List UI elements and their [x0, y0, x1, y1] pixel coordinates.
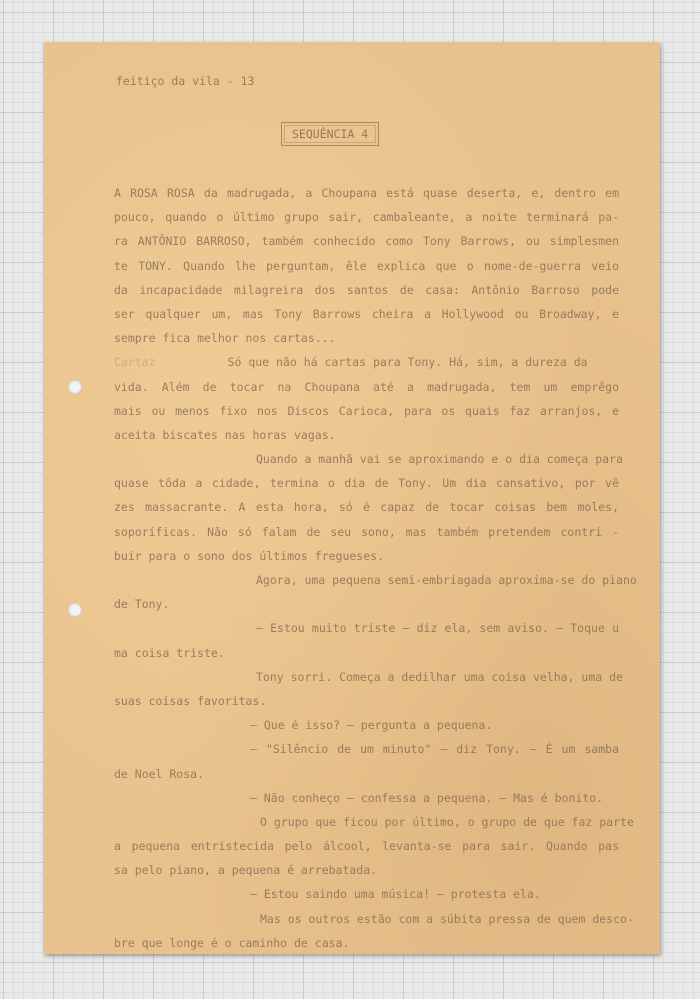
text-line: vida. Além de tocar na Choupana até a madrugada, tem um emprêgo: [114, 379, 619, 394]
text-line: Mas os outros estão com a súbita pressa de quem desco-: [260, 911, 634, 926]
text-line-content: Só que não há cartas para Tony. Há, sim, a dureza da: [227, 355, 588, 370]
text-line: zes massacrante. A esta hora, só é capaz de tocar coisas bem moles,: [114, 500, 619, 515]
text-line: sa pelo piano, a pequena é arrebatada.: [114, 863, 378, 878]
text-line: — Estou saindo uma música! — protesta ela.: [250, 887, 541, 902]
text-line: bre que longe é o caminho de casa.: [114, 935, 350, 950]
text-line: ma coisa triste.: [114, 645, 225, 660]
body-text: [114, 181, 637, 955]
text-line: Agora, uma pequena semi-embriagada aproxima-se do piano: [256, 573, 637, 587]
text-line: A ROSA ROSA da madrugada, a Choupana está quase deserta, e, dentro em: [114, 186, 619, 200]
text-line: Tony sorri. Começa a dedilhar uma coisa velha, uma de: [256, 669, 623, 684]
text-line: — Estou muito triste — diz ela, sem aviso. — Toque u: [256, 621, 619, 636]
text-line: suas coisas favoritas.: [114, 693, 267, 708]
text-line: — Que é isso? — pergunta a pequena.: [250, 718, 493, 733]
struck-word: Cartaz: [114, 355, 156, 370]
text-line: soporíficas. Não só falam de seu sono, mas também pretendem contri -: [114, 524, 619, 539]
sequence-title: SEQUÊNCIA 4: [281, 122, 379, 146]
text-line: da incapacidade milagreira dos santos de casa: Antônio Barroso pode: [114, 282, 619, 297]
text-line: quase tôda a cidade, termina o dia de Tony. Um dia cansativo, por vê: [114, 476, 619, 491]
text-line: [114, 350, 619, 374]
text-line: te TONY. Quando lhe perguntam, êle explica que o nome-de-guerra veio: [114, 258, 619, 273]
text-line: — "Silêncio de um minuto" — diz Tony. — É um samba: [250, 742, 619, 757]
text-line: O grupo que ficou por último, o grupo de que faz parte: [260, 814, 634, 829]
text-line: buir para o sono dos últimos fregueses.: [114, 548, 385, 563]
typewritten-page: [44, 42, 660, 954]
text-line: pouco, quando o último grupo sair, cambaleante, a noite terminará pa-: [114, 210, 619, 225]
text-line: de Tony.: [114, 597, 170, 612]
text-line: de Noel Rosa.: [114, 766, 205, 781]
text-line: ser qualquer um, mas Tony Barrows cheira a Hollywood ou Broadway, e: [114, 306, 619, 321]
text-line: aceita biscates nas horas vagas.: [114, 427, 336, 442]
text-line: ra ANTÔNIO BARROSO, também conhecido como Tony Barrows, ou simplesmen: [114, 234, 619, 249]
text-line: a pequena entristecida pelo álcool, levanta-se para sair. Quando pas: [114, 839, 619, 854]
text-line: Quando a manhã vai se aproximando e o dia começa para: [256, 452, 623, 467]
page-header: feitiço da vila - 13: [116, 74, 255, 88]
text-line: — Não conheço — confessa a pequena. — Mas é bonito.: [250, 790, 604, 805]
punch-hole: [68, 603, 82, 617]
text-line: mais ou menos fixo nos Discos Carioca, para os quais faz arranjos, e: [114, 403, 619, 418]
text-line: sempre fica melhor nos cartas...: [114, 331, 336, 346]
punch-hole: [68, 380, 82, 394]
